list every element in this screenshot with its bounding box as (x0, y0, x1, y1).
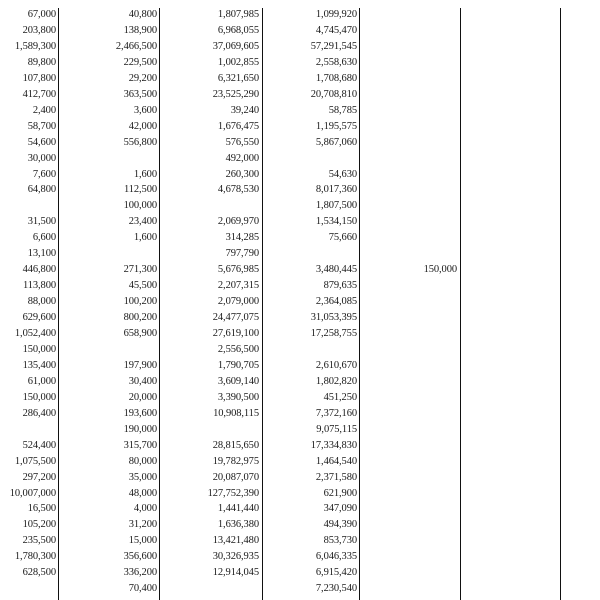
table-cell: 1,790,705 (217, 359, 259, 371)
table-cell: 628,500 (22, 567, 56, 579)
table-cell: 2,069,970 (217, 216, 259, 228)
table-cell: 30,400 (128, 375, 157, 387)
table-cell: 15,000 (128, 535, 157, 547)
table-cell: 492,000 (225, 152, 259, 164)
table-cell: 42,000 (128, 120, 157, 132)
table-cell: 1,589,300 (14, 40, 56, 52)
table-cell: 6,968,055 (217, 24, 259, 36)
table-cell: 54,600 (27, 136, 56, 148)
table-cell: 271,300 (123, 264, 157, 276)
table-cell: 31,500 (27, 216, 56, 228)
table-cell: 61,000 (27, 375, 56, 387)
table-cell: 30,000 (27, 152, 56, 164)
table-cell: 556,800 (123, 136, 157, 148)
table-cell: 127,752,390 (207, 487, 259, 499)
table-cell: 314,285 (225, 232, 259, 244)
table-cell: 2,207,315 (217, 280, 259, 292)
table-cell: 1,807,500 (315, 200, 357, 212)
table-cell: 629,600 (22, 312, 56, 324)
table-cell: 57,291,545 (310, 40, 357, 52)
table-cell: 190,000 (123, 423, 157, 435)
table-cell: 297,200 (22, 471, 56, 483)
table-cell: 356,600 (123, 551, 157, 563)
table-cell: 797,790 (225, 248, 259, 260)
table-cell: 576,550 (225, 136, 259, 148)
table-cell: 40,800 (128, 9, 157, 20)
table-cell: 621,900 (323, 487, 357, 499)
table-cell: 6,321,650 (217, 72, 259, 84)
table-cell: 800,200 (123, 312, 157, 324)
table-cell: 1,676,475 (217, 120, 259, 132)
table-cell: 2,364,085 (315, 296, 357, 308)
table-cell: 1,052,400 (14, 328, 56, 339)
table-cell: 39,240 (230, 104, 259, 116)
table-cell: 2,400 (32, 104, 56, 116)
table-cell: 315,700 (123, 439, 157, 451)
table-cell: 193,600 (123, 407, 157, 419)
table-cell: 17,258,755 (310, 328, 357, 339)
table-cell: 30,326,935 (212, 551, 259, 563)
table-cell: 1,099,920 (315, 9, 357, 20)
table-cell: 20,000 (128, 391, 157, 403)
table-cell: 3,480,445 (315, 264, 357, 276)
table-cell: 64,800 (27, 184, 56, 196)
table-cell: 107,800 (22, 72, 56, 84)
table-cell: 100,000 (123, 200, 157, 212)
table-cell: 31,200 (128, 519, 157, 531)
table-cell: 67,000 (27, 9, 56, 20)
table-cell: 1,441,440 (217, 503, 259, 515)
table-cell: 229,500 (123, 56, 157, 68)
column-divider (560, 8, 561, 600)
table-cell: 2,371,580 (315, 471, 357, 483)
table-cell: 23,400 (128, 216, 157, 228)
table-cell: 1,802,820 (315, 375, 357, 387)
table-cell: 13,421,480 (212, 535, 259, 547)
table-cell: 5,676,985 (217, 264, 259, 276)
table-cell: 2,466,500 (115, 40, 157, 52)
table-cell: 112,500 (123, 184, 157, 196)
table-cell: 45,500 (128, 280, 157, 292)
table-cell: 658,900 (123, 328, 157, 339)
table-cell: 35,000 (128, 471, 157, 483)
table-cell: 3,600 (133, 104, 157, 116)
table-cell: 7,600 (32, 168, 56, 180)
table-cell: 88,000 (27, 296, 56, 308)
table-cell: 12,914,045 (212, 567, 259, 579)
table-cell: 1,708,680 (315, 72, 357, 84)
table-cell: 1,780,300 (14, 551, 56, 563)
table-cell: 105,200 (22, 519, 56, 531)
table-cell: 19,782,975 (212, 455, 259, 467)
table-cell: 494,390 (323, 519, 357, 531)
table-cell: 37,069,605 (212, 40, 259, 52)
table-cell: 89,800 (27, 56, 56, 68)
table-cell: 2,558,630 (315, 56, 357, 68)
table-cell: 879,635 (323, 280, 357, 292)
table-cell: 197,900 (123, 359, 157, 371)
table-cell: 2,610,670 (315, 359, 357, 371)
table-cell: 336,200 (123, 567, 157, 579)
table-cell: 27,619,100 (212, 328, 259, 339)
table-cell: 4,000 (133, 503, 157, 515)
table-cell: 5,867,060 (315, 136, 357, 148)
table-cell: 58,785 (328, 104, 357, 116)
table-cell: 853,730 (323, 535, 357, 547)
table-cell: 6,600 (32, 232, 56, 244)
column-divider (159, 8, 160, 600)
table-cell: 1,636,380 (217, 519, 259, 531)
table-cell: 1,195,575 (315, 120, 357, 132)
table-cell: 17,334,830 (310, 439, 357, 451)
table-cell: 10,908,115 (213, 407, 259, 419)
table-cell: 150,000 (22, 391, 56, 403)
table-cell: 363,500 (123, 88, 157, 100)
table-cell: 4,745,470 (315, 24, 357, 36)
table-cell: 3,609,140 (217, 375, 259, 387)
table-cell: 54,630 (328, 168, 357, 180)
table-cell: 150,000 (423, 264, 457, 276)
table-cell: 412,700 (22, 88, 56, 100)
table-cell: 347,090 (323, 503, 357, 515)
table-cell: 100,200 (123, 296, 157, 308)
table-cell: 286,400 (22, 407, 56, 419)
table-cell: 75,660 (328, 232, 357, 244)
column-divider (359, 8, 360, 600)
column-divider (58, 8, 59, 600)
table-cell: 4,678,530 (217, 184, 259, 196)
table-cell: 1,534,150 (315, 216, 357, 228)
table-cell: 20,087,070 (212, 471, 259, 483)
table-cell: 58,700 (27, 120, 56, 132)
table-cell: 446,800 (22, 264, 56, 276)
table-cell: 2,556,500 (217, 343, 259, 355)
table-cell: 2,079,000 (217, 296, 259, 308)
table-cell: 70,400 (128, 583, 157, 595)
table-cell: 260,300 (225, 168, 259, 180)
table-cell: 235,500 (22, 535, 56, 547)
table-cell: 1,600 (133, 232, 157, 244)
table-cell: 29,200 (128, 72, 157, 84)
table-cell: 1,075,500 (14, 455, 56, 467)
table-cell: 28,815,650 (212, 439, 259, 451)
table-cell: 7,372,160 (315, 407, 357, 419)
table-cell: 3,390,500 (217, 391, 259, 403)
table-cell: 135,400 (22, 359, 56, 371)
table-cell: 9,075,115 (316, 423, 357, 435)
table-cell: 31,053,395 (310, 312, 357, 324)
table-cell: 138,900 (123, 24, 157, 36)
table-cell: 1,002,855 (217, 56, 259, 68)
table-cell: 1,464,540 (315, 455, 357, 467)
table-cell: 48,000 (128, 487, 157, 499)
table-cell: 7,230,540 (315, 583, 357, 595)
table-cell: 203,800 (22, 24, 56, 36)
table-cell: 8,017,360 (315, 184, 357, 196)
table-cell: 6,915,420 (315, 567, 357, 579)
table-cell: 6,046,335 (315, 551, 357, 563)
table-cell: 150,000 (22, 343, 56, 355)
column-divider (460, 8, 461, 600)
table-cell: 451,250 (323, 391, 357, 403)
table-cell: 13,100 (27, 248, 56, 260)
table-cell: 16,500 (27, 503, 56, 515)
table-cell: 10,007,000 (9, 487, 56, 499)
table-cell: 524,400 (22, 439, 56, 451)
table-cell: 20,708,810 (310, 88, 357, 100)
table-cell: 1,807,985 (217, 9, 259, 20)
table-cell: 1,600 (133, 168, 157, 180)
table-cell: 80,000 (128, 455, 157, 467)
table-cell: 23,525,290 (212, 88, 259, 100)
table-cell: 24,477,075 (212, 312, 259, 324)
column-divider (262, 8, 263, 600)
table-cell: 113,800 (22, 280, 56, 292)
